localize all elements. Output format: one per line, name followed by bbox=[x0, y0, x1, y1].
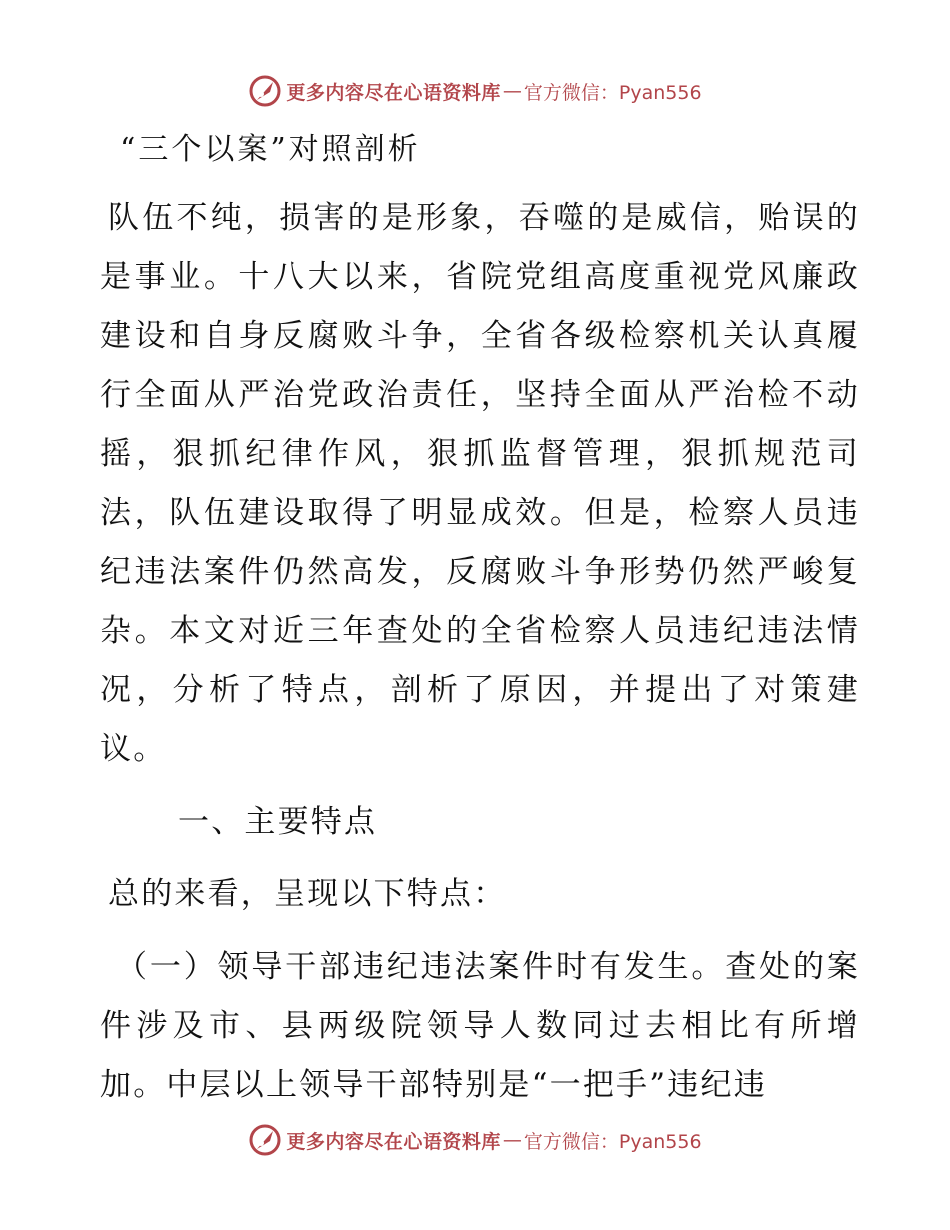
paragraph-point-1: （一）领导干部违纪违法案件时有发生。查处的案件涉及市、县两级院领导人数同过去相比有所增加。中层以上领导干部特别是“一把手”违纪违 bbox=[100, 949, 860, 1103]
footer-watermark bbox=[0, 1120, 950, 1160]
watermark-wechat-text: 官方微信：Pyan556 bbox=[523, 81, 702, 104]
watermark-site-text: 更多内容尽在心语资料库 bbox=[286, 81, 501, 104]
watermark-separator: — bbox=[502, 1129, 522, 1151]
watermark-wechat-text: 官方微信：Pyan556 bbox=[523, 1130, 702, 1153]
header-watermark bbox=[0, 71, 950, 111]
watermark-site-text: 更多内容尽在心语资料库 bbox=[286, 1130, 501, 1153]
quill-logo-icon bbox=[248, 74, 282, 108]
section-heading: 一、主要特点 bbox=[178, 804, 378, 840]
watermark-separator: — bbox=[502, 80, 522, 102]
document-title: “三个以案”对照剖析 bbox=[120, 132, 421, 167]
quill-logo-icon bbox=[248, 1123, 282, 1157]
paragraph-summary: 总的来看，呈现以下特点： bbox=[108, 876, 507, 912]
paragraph-intro: 队伍不纯，损害的是形象，吞噬的是威信，贻误的是事业。十八大以来，省院党组高度重视党风廉政建设和自身反腐败斗争，全省各级检察机关认真履行全面从严治党政治责任，坚持全面从严治检不动摇，狠抓纪律作风，狠抓监督管理，狠抓规范司法，队伍建设取得了明显成效。但是，检察人员违纪违法案件仍然高发，反腐败斗争形势仍然严峻复杂。本文对近三年查处的全省检察人员违纪违法情况，分析了特点，剖析了原因，并提出了对策建议。 bbox=[100, 200, 860, 767]
